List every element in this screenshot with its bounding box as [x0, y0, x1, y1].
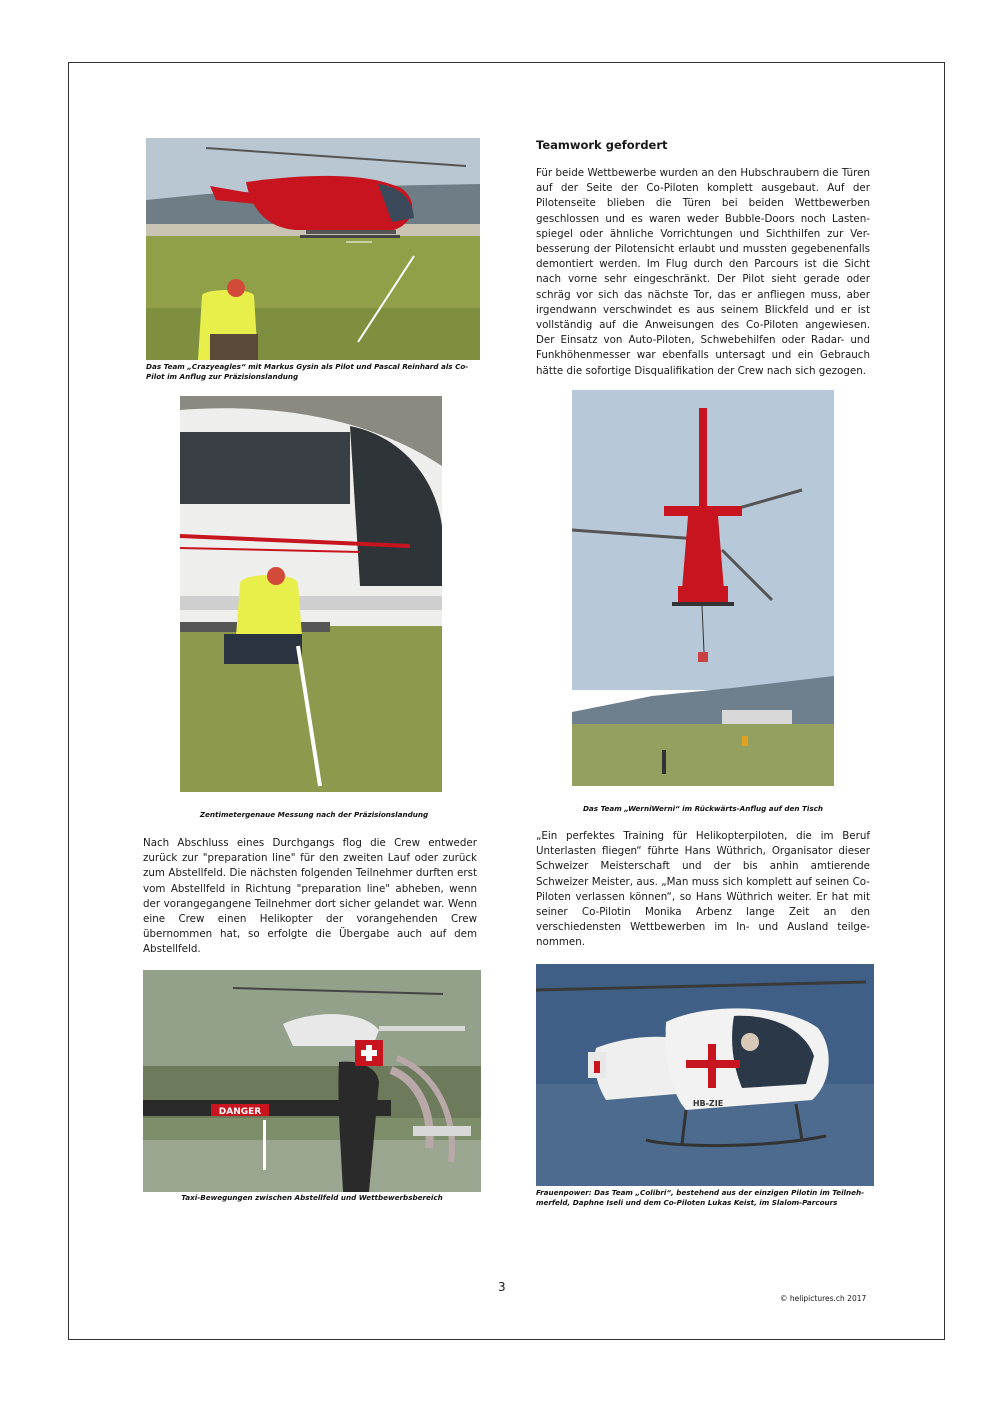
- paragraph-quote: „Ein perfektes Training für Helikopterpiloten, die im Beruf Unterlasten fliegen“ führte Hans Wüthrich, Organisator dieser Schweizer Meisterschaft und der bis anhin amtierende Schweizer Meister, aus. „Man muss sich komplett auf seinen Co-Piloten verlassen können“, so Hans Wüthrich weiter. Er hat mit seiner Co-Pilotin Monika Arbenz lange Zeit an den verschiedensten Wettbewerben im In- und Ausland teilge-nommen.: [536, 830, 870, 949]
- danger-label: DANGER: [218, 1107, 262, 1117]
- photo-werniwerni: [572, 390, 834, 786]
- caption-werniwerni: Das Team „WerniWerni“ im Rückwärts-Anflug auf den Tisch: [582, 804, 824, 813]
- page-number: 3: [498, 1280, 506, 1294]
- photo-measurement: [180, 396, 442, 792]
- caption-taxi: Taxi-Bewegungen zwischen Abstellfeld und Wettbewerbsbereich: [181, 1193, 443, 1202]
- caption-colibri: Frauenpower: Das Team „Colibri“, bestehend aus der einzigen Pilotin im Teilneh-merfeld, Daphne Iseli und dem Co-Piloten Lukas Keist, im Slalom-Parcours: [536, 1188, 865, 1207]
- photo-taxi: [143, 970, 481, 1192]
- registration-label: HB-ZIE: [692, 1099, 724, 1108]
- photo-colibri: [536, 964, 874, 1186]
- paragraph-teamwork: Für beide Wettbewerbe wurden an den Hubschraubern die Türen auf der Seite der Co-Piloten komplett ausgebaut. Auf der Pilotenseite blieben die Türen bei beiden Wettbewerben geschlossen und es waren weder Bubble-Doors noch Lasten-spiegel oder ähnliche Vorrichtungen und Sichthilfen zur Ver-besserung der Pilotensicht erlaubt und mussten gegebenenfalls demontiert werden. Im Flug durch den Parcours ist die Sicht nach vorne sehr eingeschränkt. Der Pilot sieht gerade oder schräg vor sich das nächste Tor, das er anfliegen muss, aber irgendwann verschwindet es aus seinem Blickfeld und er ist vollständig auf die Anweisungen des Co-Piloten angewiesen. Der Einsatz von Auto-Piloten, Schwebehilfen oder Radar- und Funkhöhenmesser war ebenfalls untersagt und ein Gebrauch hätte die sofortige Disqualifikation der Crew nach sich gezogen.: [536, 167, 870, 377]
- copyright-notice: © helipictures.ch 2017: [780, 1294, 867, 1303]
- paragraph-preparation: Nach Abschluss eines Durchgangs flog die Crew entweder zurück zur "preparation line" für den zweiten Lauf oder zurück zum Abstellfeld. Die nächsten folgenden Teilnehmer durften erst vom Abstellfeld in Richtung "preparation line" abheben, wenn der vorangegangene Teilnehmer dort sicher gelandet war. Wenn eine Crew einen Helikopter der vorangehenden Crew übernommen hat, so erfolgte die Übergabe auch auf dem Abstellfeld.: [143, 837, 477, 956]
- photo-crazyeagles: [146, 138, 480, 360]
- caption-crazyeagles: Das Team „Crazyeagles“ mit Markus Gysin als Pilot und Pascal Reinhard als Co-Pilot im Anflug zur Präzisionslandung: [146, 362, 469, 381]
- section-heading: Teamwork gefordert: [536, 138, 668, 152]
- caption-measurement: Zentimetergenaue Messung nach der Präzisionslandung: [199, 810, 429, 819]
